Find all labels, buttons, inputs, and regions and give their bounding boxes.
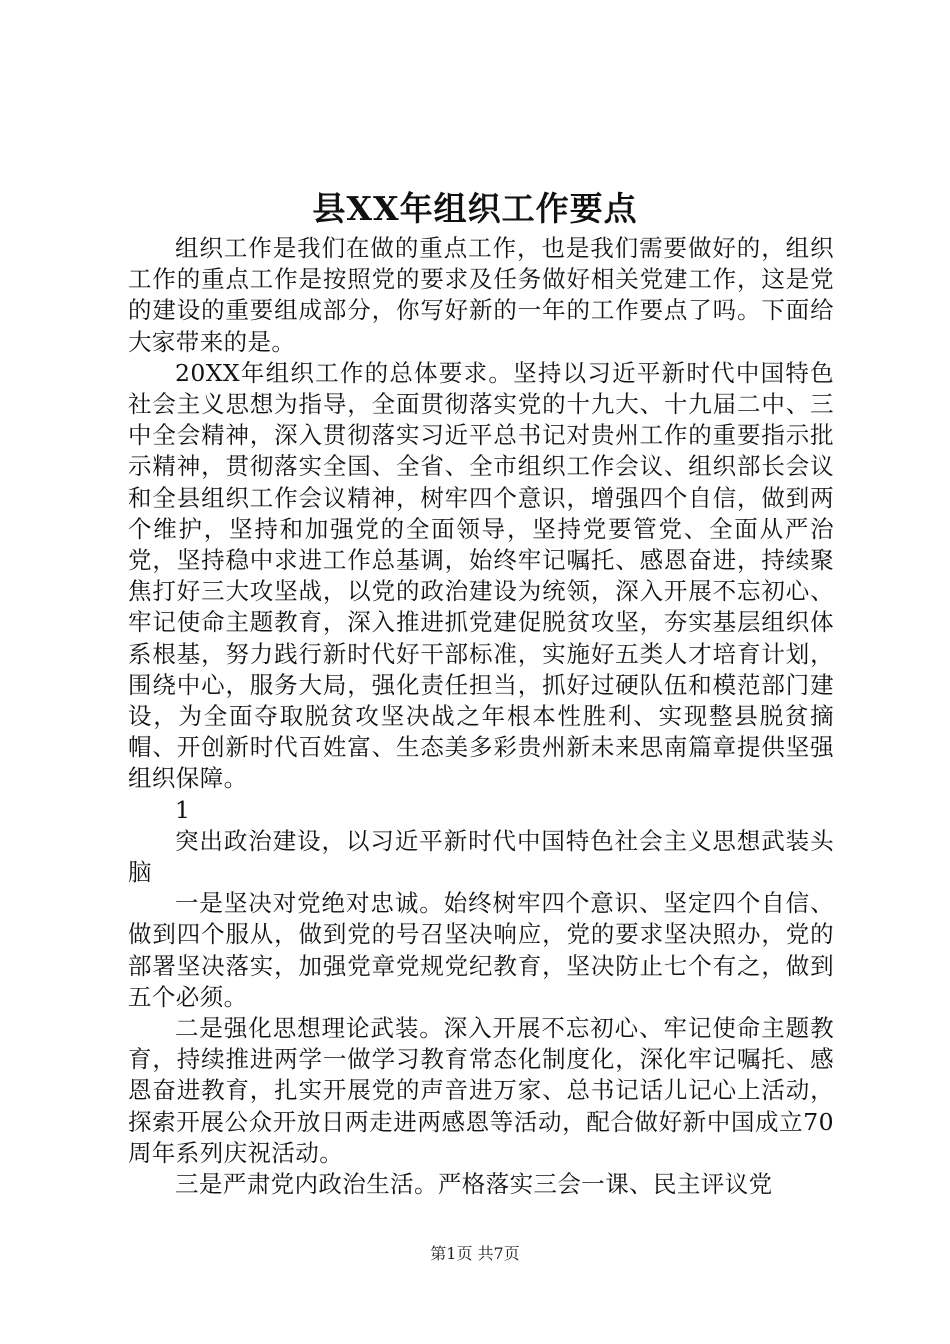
document-body bbox=[128, 233, 834, 1200]
item-three-paragraph: 三是严肃党内政治生活。严格落实三会一课、民主评议党 bbox=[175, 1170, 773, 1199]
document-title: 县XX年组织工作要点 bbox=[312, 189, 638, 228]
page-footer: 第1页 共7页 bbox=[430, 1244, 520, 1263]
section-heading: 突出政治建设，以习近平新时代中国特色社会主义思想武装头脑 bbox=[128, 826, 834, 887]
item-one-paragraph: 一是坚决对党绝对忠诚。始终树牢四个意识、坚定四个自信、做到四个服从，做到党的号召坚决响应，党的要求坚决照办，党的部署坚决落实，加强党章党规党纪教育，坚决防止七个有之，做到五个必须。 bbox=[128, 889, 834, 1011]
section-number: 1 bbox=[175, 795, 191, 824]
intro-paragraph: 组织工作是我们在做的重点工作，也是我们需要做好的，组织工作的重点工作是按照党的要求及任务做好相关党建工作，这是党的建设的重要组成部分，你写好新的一年的工作要点了吗。下面给大家带来的是。 bbox=[128, 234, 834, 356]
general-requirements-paragraph: 20XX年组织工作的总体要求。坚持以习近平新时代中国特色社会主义思想为指导，全面贯彻落实党的十九大、十九届二中、三中全会精神，深入贯彻落实习近平总书记对贵州工作的重要指示批示精神，贯彻落实全国、全省、全市组织工作会议、组织部长会议和全县组织工作会议精神，树牢四个意识，增强四个自信，做到两个维护，坚持和加强党的全面领导，坚持党要管党、全面从严治党，坚持稳中求进工作总基调，始终牢记嘱托、感恩奋进，持续聚焦打好三大攻坚战，以党的政治建设为统领，深入开展不忘初心、牢记使命主题教育，深入推进抓党建促脱贫攻坚，夯实基层组织体系根基，努力践行新时代好干部标准，实施好五类人才培育计划，围绕中心，服务大局，强化责任担当，抓好过硬队伍和模范部门建设，为全面夺取脱贫攻坚决战之年根本性胜利、实现整县脱贫摘帽、开创新时代百姓富、生态美多彩贵州新未来思南篇章提供坚强组织保障。 bbox=[128, 358, 834, 793]
item-two-paragraph: 二是强化思想理论武装。深入开展不忘初心、牢记使命主题教育，持续推进两学一做学习教育常态化制度化，深化牢记嘱托、感恩奋进教育，扎实开展党的声音进万家、总书记话儿记心上活动，探索开展公众开放日两走进两感恩等活动，配合做好新中国成立70周年系列庆祝活动。 bbox=[128, 1014, 834, 1167]
